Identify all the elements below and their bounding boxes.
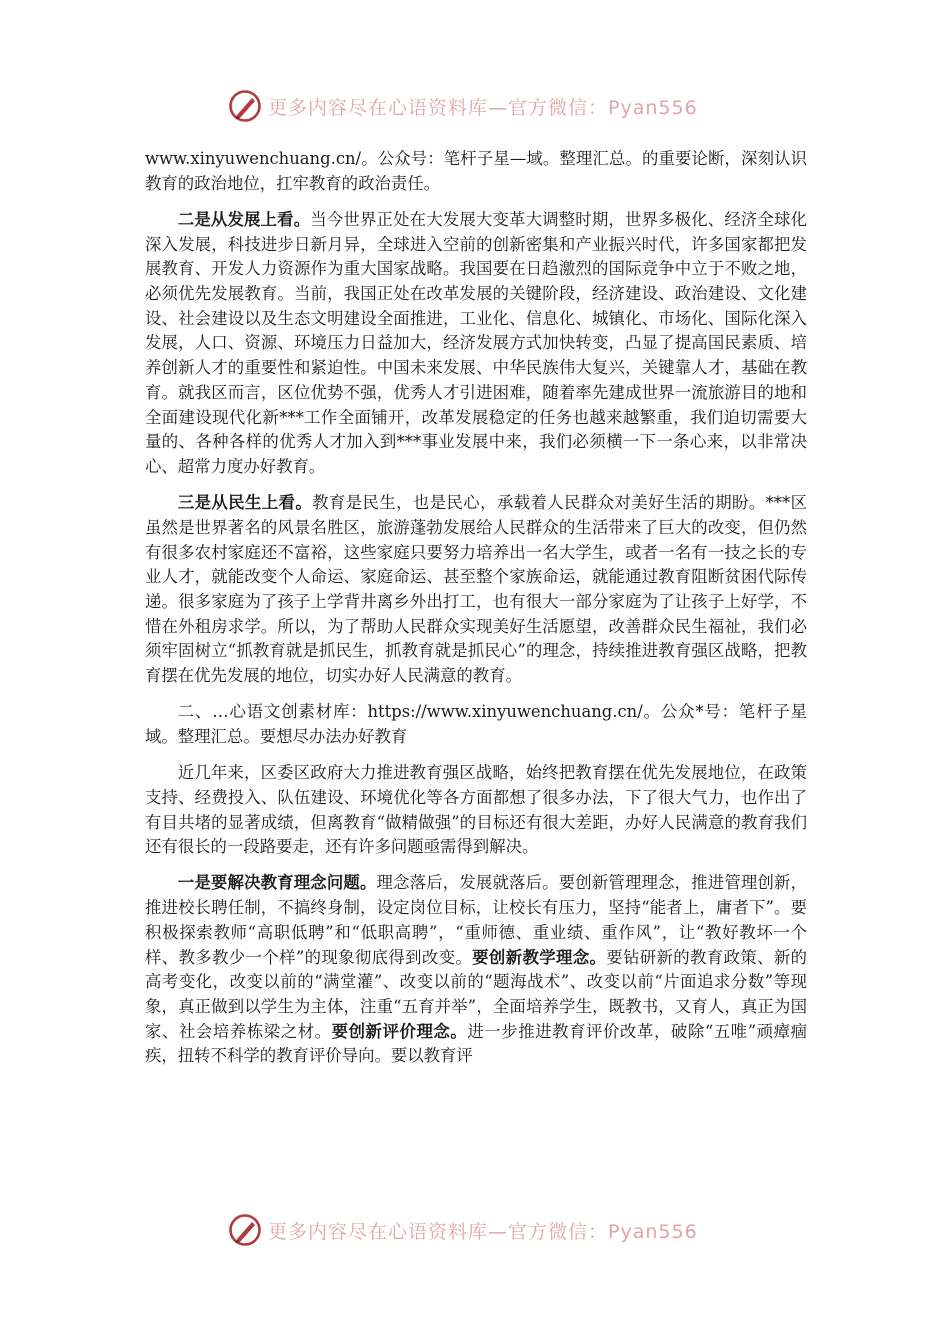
text-run: 理念落后，发展就落后。要创新管理理念，推进管理创新，推进校长聘任制，不搞终身制，设定岗位目标，让校长有压力，坚持“能者上，庸者下”。要积极探索教师“高职低聘”和“低职高聘”，“重师德、重业绩、重作风”，让“教好教坏一个样、教多教少一个样”的现象彻底得到改变。 — [145, 873, 807, 967]
section-heading-two — [145, 700, 807, 749]
bold-lead-phrase: 一是要解决教育理念问题。 — [177, 873, 377, 893]
paragraph-continuation — [145, 147, 807, 196]
paragraph-recent-years — [145, 761, 807, 860]
pen-logo-icon — [228, 89, 262, 123]
paragraph-livelihood — [145, 491, 807, 689]
bold-lead-phrase: 三是从民生上看。 — [177, 493, 313, 513]
bold-lead-phrase: 要创新教学理念。 — [472, 947, 607, 967]
header-watermark — [228, 88, 698, 124]
paragraph-education-philosophy — [145, 871, 807, 1069]
header-watermark-text: 更多内容尽在心语资料库—官方微信：Pyan556 — [268, 96, 698, 119]
text-run: 要钻研新的教育政策、新的高考变化，改变以前的“满堂灌”、改变以前的“题海战术”、改变以前“片面追求分数”等现象，真正做到以学生为主体，注重“五育并举”，全面培养学生，既教书，又育人，真正为国家、社会培养栋梁之材。 — [145, 947, 807, 1041]
pen-logo-icon — [228, 1213, 262, 1247]
text-run: www.xinyuwenchuang.cn/。公众号：笔杆子星—域。整理汇总。的重要论断，深刻认识教育的政治地位，扛牢教育的政治责任。 — [145, 149, 807, 193]
text-run: 进一步推进教育评价改革，破除“五唯”顽瘴痼疾，扭转不科学的教育评价导向。要以教育评 — [145, 1021, 808, 1066]
footer-watermark-text: 更多内容尽在心语资料库—官方微信：Pyan556 — [268, 1220, 698, 1243]
text-run: 近几年来，区委区政府大力推进教育强区战略，始终把教育摆在优先发展地位，在政策支持、经费投入、队伍建设、环境优化等各方面都想了很多办法，下了很大气力，也作出了有目共堵的显著成绩，但离教育“做精做强”的目标还有很大差距，办好人民满意的教育我们还有很长的一段路要走，还有许多问题亟需得到解决。 — [145, 763, 807, 857]
footer-watermark — [228, 1212, 698, 1248]
body-text — [145, 147, 807, 1081]
text-run: 教育是民生，也是民心，承载着人民群众对美好生活的期盼。***区虽然是世界著名的风景名胜区，旅游蓬勃发展给人民群众的生活带来了巨大的改变，但仍然有很多农村家庭还不富裕，这些家庭只要努力培养出一名大学生，或者一名有一技之长的专业人才，就能改变个人命运、家庭命运、甚至整个家族命运，就能通过教育阻断贫困代际传递。很多家庭为了孩子上学背井离乡外出打工，也有很大一部分家庭为了让孩子上好学，不惜在外租房求学。所以，为了帮助人民群众实现美好生活愿望，改善群众民生福祉，我们必须牢固树立“抓教育就是抓民生，抓教育就是抓民心”的理念，持续推进教育强区战略，把教育摆在优先发展的地位，切实办好人民满意的教育。 — [145, 493, 807, 686]
text-run: 二、…心语文创素材库：https://www.xinyuwenchuang.cn/。公众*号：笔杆子星域。整理汇总。要想尽办法办好教育 — [145, 702, 807, 746]
text-run: 当今世界正处在大发展大变革大调整时期，世界多极化、经济全球化深入发展，科技进步日新月异，全球进入空前的创新密集和产业振兴时代，许多国家都把发展教育、开发人力资源作为重大国家战略。我国要在日趋激烈的国际竞争中立于不败之地，必须优先发展教育。当前，我国正处在改革发展的关键阶段，经济建设、政治建设、文化建设、社会建设以及生态文明建设全面推进，工业化、信息化、城镇化、市场化、国际化深入发展，人口、资源、环境压力日益加大，经济发展方式加快转变，凸显了提高国民素质、培养创新人才的重要性和紧迫性。中国未来发展、中华民族伟大复兴，关键靠人才，基础在教育。就我区而言，区位优势不强，优秀人才引进困难，随着率先建成世界一流旅游目的地和全面建设现代化新***工作全面铺开，改革发展稳定的任务也越来越繁重，我们迫切需要大量的、各种各样的优秀人才加入到***事业发展中来，我们必须横一下一条心来，以非常决心、超常力度办好教育。 — [145, 209, 807, 476]
paragraph-development — [145, 208, 807, 480]
bold-lead-phrase: 要创新评价理念。 — [331, 1021, 468, 1041]
bold-lead-phrase: 二是从发展上看。 — [177, 209, 311, 229]
